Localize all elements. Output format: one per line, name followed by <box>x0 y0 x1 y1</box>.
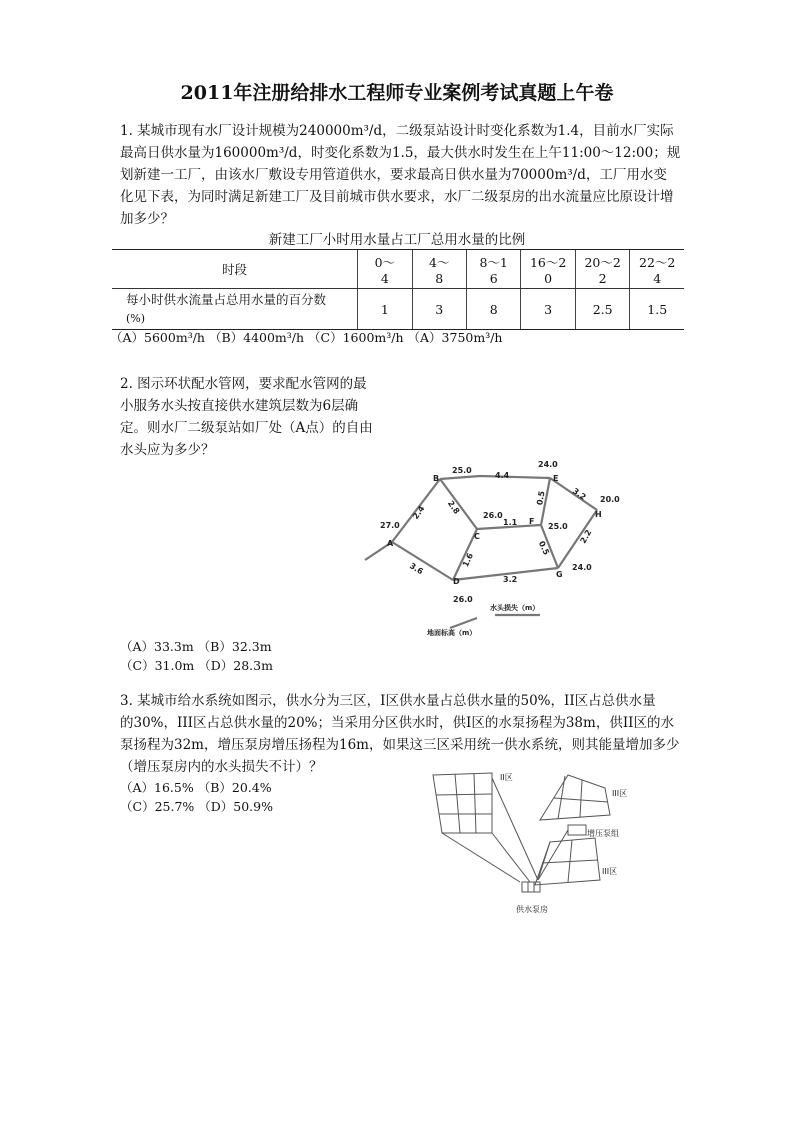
supply-line <box>538 830 568 880</box>
question-3-text <box>120 690 700 778</box>
node-b-label: B <box>433 474 440 483</box>
table-cell: 1 <box>358 289 412 330</box>
q2-line: 水头应为多少？ <box>120 442 215 458</box>
q2-line: 小服务水头按直接供水建筑层数为6层确 <box>120 398 359 414</box>
node-a-elev: 27.0 <box>380 521 400 530</box>
loss-gh: 2.2 <box>578 528 594 545</box>
q1-line: 化见下表，为同时满足新建工厂及目前城市供水要求，水厂二级泵房的出水流量应比原设计增 <box>120 189 674 205</box>
loss-be: 4.4 <box>495 471 510 480</box>
pump-house-label: 供水泵房 <box>516 905 548 914</box>
q1-line: 最高日供水量为160000m³/d，时变化系数为1.5，最大供水时发生在上午11:00～12:00；规 <box>120 145 681 161</box>
table-cell: 1.5 <box>630 289 684 330</box>
table-cell: 2.5 <box>575 289 630 330</box>
legend-loss: 水头损失（m） <box>490 604 540 612</box>
water-use-table <box>112 249 684 330</box>
q1-line: 1. 某城市现有水厂设计规模为240000m³/d，二级泵站设计时变化系数为1.4，目前水厂实际 <box>120 123 674 139</box>
grid-line <box>474 774 476 833</box>
supply-line <box>538 842 550 880</box>
q1-line: 划新建一工厂，由该水厂敷设专用管道供水，要求最高日供水量为70000m³/d，工厂用水变 <box>120 167 667 183</box>
q3-line: 泵扬程为32m，增压泵房增压扬程为16m，如果这三区采用统一供水系统，则其能量增加多少 <box>120 737 680 753</box>
pipe-be-2 <box>480 476 550 478</box>
table-cell: 20～2 2 <box>575 250 630 289</box>
q2-options <box>120 637 273 675</box>
zone-iii-block-upper <box>540 775 610 820</box>
supply-line <box>492 778 538 880</box>
table-header-cell: 时段 <box>112 250 358 289</box>
node-c-elev: 26.0 <box>483 511 503 520</box>
zone-iii-label-lower: III区 <box>602 867 618 876</box>
node-e-label: E <box>553 474 559 483</box>
supply-line <box>492 833 530 882</box>
loss-cf: 1.1 <box>503 518 518 527</box>
loss-eh: 3.2 <box>570 486 588 502</box>
table-cell: 3 <box>412 289 466 330</box>
booster-box <box>568 825 586 835</box>
zone-ii-block <box>433 773 492 833</box>
q3-line: （增压泵房内的水头损失不计）？ <box>120 759 323 775</box>
q3-option-row: （C）25.7% （D）50.9% <box>120 799 273 814</box>
table-caption: 新建工厂小时用水量占工厂总用水量的比例 <box>268 232 526 248</box>
zoning-diagram <box>430 770 640 920</box>
legend-elev: 地面标高（m） <box>427 629 477 637</box>
q3-options <box>120 778 273 816</box>
node-d-elev: 26.0 <box>453 595 473 604</box>
node-b-elev: 25.0 <box>452 466 472 475</box>
table-cell: 8～1 6 <box>466 250 520 289</box>
q2-line: 2. 图示环状配水管网，要求配水管网的最 <box>120 376 367 392</box>
q3-line: 3. 某城市给水系统如图示，供水分为三区，I区供水量占总供水量的50%，II区占总供水量 <box>120 693 656 709</box>
zone-ii-label: II区 <box>500 773 513 782</box>
node-c-label: C <box>474 532 480 541</box>
grid-line <box>455 774 460 833</box>
table-cell: 22～2 4 <box>630 250 684 289</box>
loss-ad: 3.6 <box>407 561 425 577</box>
node-g-label: G <box>556 570 563 579</box>
q3-line: 的30%，III区占总供水量的20%；当采用分区供水时，供I区的水泵扬程为38m，供II区的水 <box>120 715 674 731</box>
grid-line <box>558 776 565 819</box>
table-cell: 0～ 4 <box>358 250 412 289</box>
question-2-text <box>120 373 390 461</box>
node-h-elev: 20.0 <box>600 495 620 504</box>
loss-ab: 2.4 <box>410 504 427 521</box>
table-cell: 8 <box>466 289 520 330</box>
loss-ef: 0.5 <box>535 490 547 506</box>
pipe-gh <box>558 510 597 568</box>
pipe-be-1 <box>440 476 480 479</box>
loss-cd: 1.6 <box>460 551 476 569</box>
q2-option-row: （A）33.3m （B）32.3m <box>120 639 272 654</box>
table-cell: 3 <box>521 289 575 330</box>
node-h-label: H <box>595 510 602 519</box>
q1-line: 加多少？ <box>120 211 174 227</box>
pipe-bc <box>440 479 477 529</box>
pipe-network-diagram <box>355 455 635 645</box>
loss-bc: 2.8 <box>445 498 462 516</box>
table-header-cell: 每小时供水流量占总用水量的百分数 (%) <box>112 289 358 330</box>
pump-house-box <box>522 882 540 892</box>
pipe-lines <box>365 476 597 628</box>
q2-line: 定。则水厂二级泵站如厂处（A点）的自由 <box>120 420 373 436</box>
node-f-elev: 25.0 <box>548 522 568 531</box>
node-d-label: D <box>453 577 460 586</box>
loss-fg: 0.5 <box>536 539 551 557</box>
booster-label: 增压泵组 <box>587 829 619 838</box>
legend-line-elev <box>450 618 477 628</box>
node-a-label: A <box>387 539 394 548</box>
pipe-ad <box>392 542 453 580</box>
node-e-elev: 24.0 <box>538 460 558 469</box>
zone-iii-label: III区 <box>612 789 628 798</box>
table-cell: 16～2 0 <box>521 250 575 289</box>
table-cell: 4～ 8 <box>412 250 466 289</box>
loss-dg: 3.2 <box>503 575 518 584</box>
q2-option-row: （C）31.0m （D）28.3m <box>120 658 273 673</box>
node-g-elev: 24.0 <box>572 563 592 572</box>
question-1-text <box>120 120 685 230</box>
page-title: 2011年注册给排水工程师专业案例考试真题上午卷 <box>180 82 614 104</box>
q3-option-row: （A）16.5% （B）20.4% <box>120 780 272 795</box>
table-row <box>112 289 684 330</box>
supply-line <box>442 833 520 882</box>
grid-line <box>580 780 582 817</box>
grid-line <box>436 794 492 795</box>
table-row <box>112 250 684 289</box>
node-f-label: F <box>529 517 535 526</box>
q1-options: （A）5600m³/h （B）4400m³/h （C）1600m³/h （A）3750m³/h <box>110 330 503 345</box>
